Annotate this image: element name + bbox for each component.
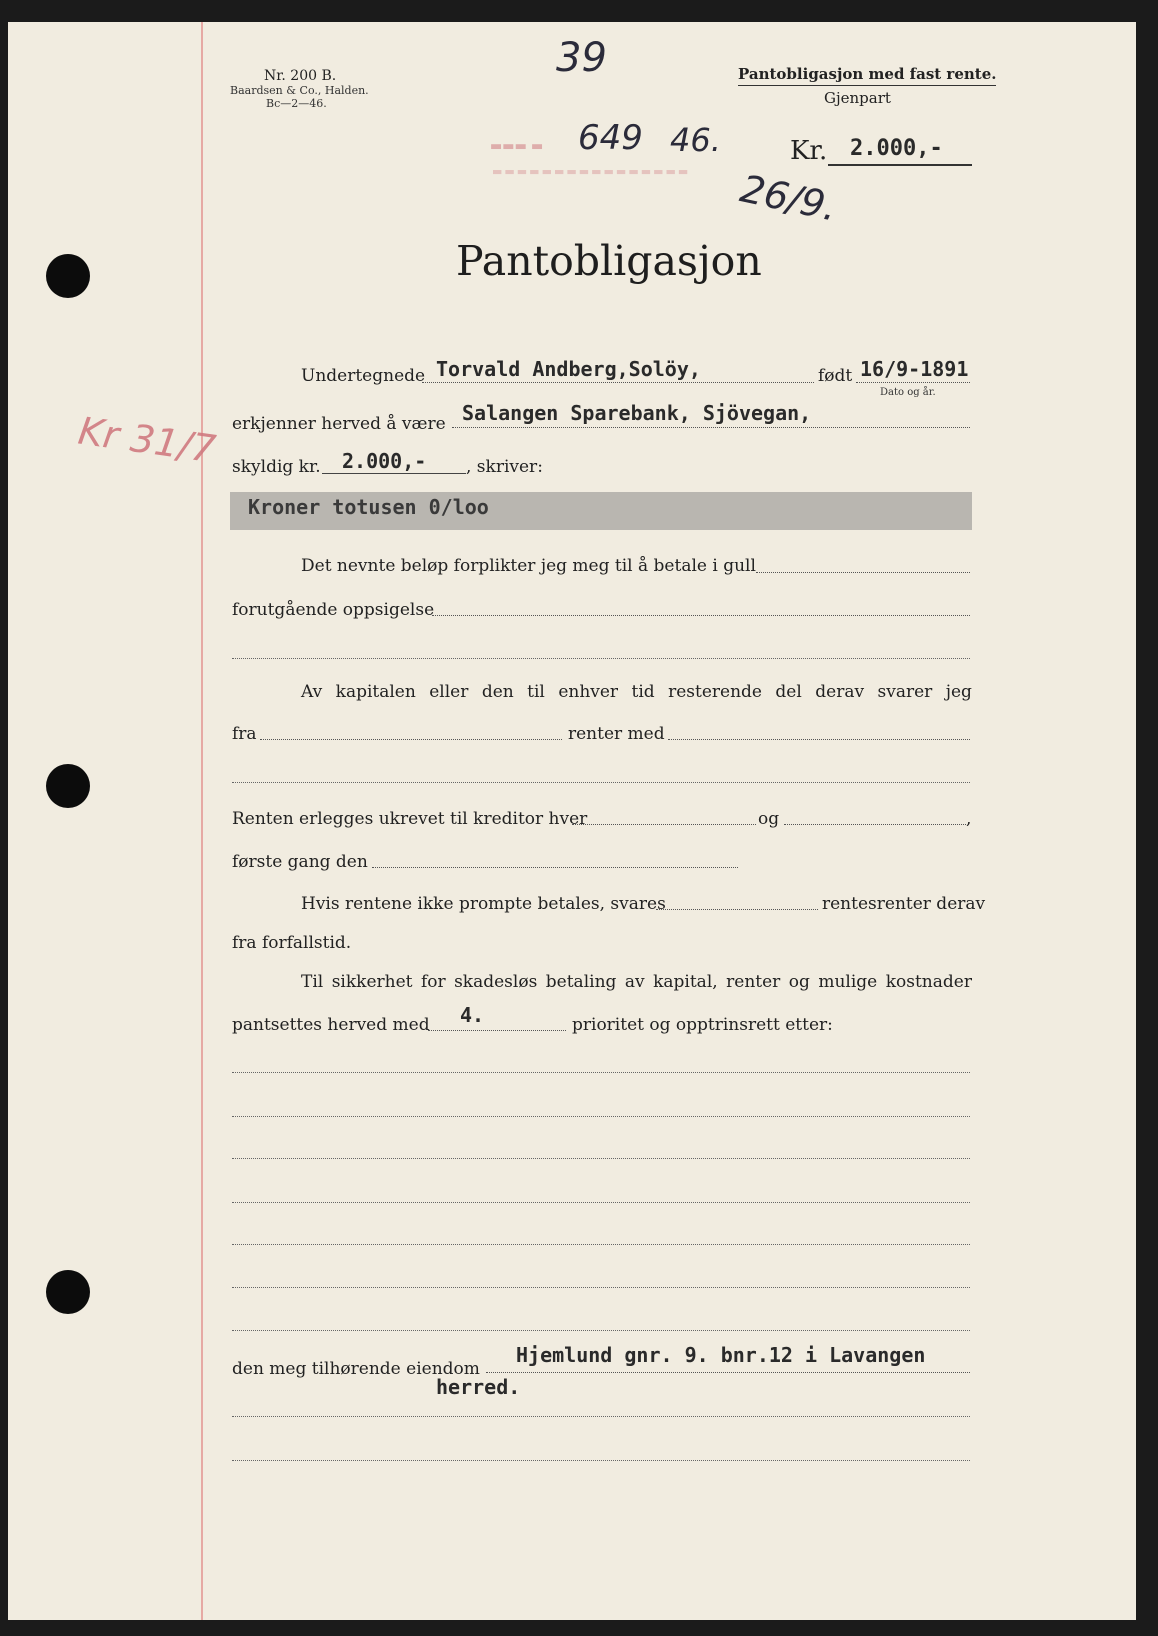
skriver-label: , skriver: <box>466 457 543 477</box>
creditor-line <box>452 427 970 428</box>
amount-words: Kroner totusen 0/loo <box>248 495 489 519</box>
forfall-text: fra forfallstid. <box>232 933 352 953</box>
copy-label: Gjenpart <box>824 89 891 107</box>
margin-note: Kr 31/7 <box>75 408 219 472</box>
punch-hole <box>46 764 90 808</box>
fra-label: fra <box>232 724 257 744</box>
word: kapital, <box>653 972 718 992</box>
blank-line <box>232 658 970 659</box>
word: Til <box>301 972 324 992</box>
og-label: og <box>758 809 780 829</box>
fra-line <box>260 739 562 740</box>
word: skadesløs <box>454 972 538 992</box>
rentesrenter-text: rentesrenter derav <box>822 894 986 914</box>
blank-line <box>232 1416 970 1417</box>
word: kapitalen <box>335 682 416 702</box>
kapital-text <box>301 682 972 702</box>
stamp-year: 46. <box>670 121 721 159</box>
word: Av <box>301 682 323 702</box>
word: renter <box>726 972 781 992</box>
word: del <box>775 682 802 702</box>
hvis-line <box>656 909 818 910</box>
word: tid <box>631 682 655 702</box>
word: mulige <box>818 972 878 992</box>
oppsigelse-text: forutgående oppsigelse <box>232 600 435 620</box>
word: kostnader <box>885 972 972 992</box>
og-line <box>784 824 966 825</box>
fodt-label: født <box>818 366 853 386</box>
renten-line <box>572 824 756 825</box>
hvis-text: Hvis rentene ikke prompte betales, svares <box>301 894 666 914</box>
sikkerhet-text <box>301 972 972 992</box>
debtor-line <box>422 382 814 383</box>
skyldig-underline <box>322 473 466 474</box>
word: og <box>788 972 810 992</box>
birth-date: 16/9-1891 <box>860 357 969 381</box>
blank-line <box>232 1244 970 1245</box>
header-amount: 2.000,- <box>850 136 943 161</box>
creditor: Salangen Sparebank, Sjövegan, <box>462 401 812 425</box>
blank-line <box>232 1072 970 1073</box>
stamp-subtext: ▬▬▬▬▬▬▬▬▬▬▬▬▬▬▬▬ <box>492 165 691 178</box>
undertegnede-label: Undertegnede <box>301 366 426 386</box>
word: sikkerhet <box>331 972 413 992</box>
date-handwritten: 26/9. <box>736 166 841 230</box>
renten-text: Renten erlegges ukrevet til kreditor hver <box>232 809 588 829</box>
stamp-number: 649 <box>578 118 643 158</box>
form-type: Pantobligasjon med fast rente. <box>738 64 996 86</box>
publisher: Baardsen & Co., Halden. <box>230 84 369 97</box>
property-line-2: herred. <box>436 1375 521 1399</box>
form-number: Nr. 200 B. <box>264 68 337 84</box>
debtor-name: Torvald Andberg,Solöy, <box>436 357 701 381</box>
pantsettes-text: pantsettes herved med <box>232 1015 430 1035</box>
comma: , <box>966 809 972 829</box>
birth-line <box>856 382 970 383</box>
word: for <box>420 972 446 992</box>
word: betaling <box>545 972 617 992</box>
document-title: Pantobligasjon <box>456 237 762 285</box>
print-code: Bc—2—46. <box>266 97 327 110</box>
property-underline <box>486 1372 970 1373</box>
oppsigelse-line <box>432 615 970 616</box>
word: den <box>481 682 514 702</box>
blank-line <box>232 1460 970 1461</box>
dato-label: Dato og år. <box>880 387 936 398</box>
skyldig-label: skyldig kr. <box>232 457 321 477</box>
erkjenner-label: erkjenner herved å være <box>232 414 446 434</box>
blank-line <box>232 1202 970 1203</box>
gull-text: Det nevnte beløp forplikter jeg meg til å betale i gull <box>301 556 756 576</box>
punch-hole <box>46 1270 90 1314</box>
blank-line <box>232 782 970 783</box>
word: derav <box>815 682 865 702</box>
document-page <box>8 22 1136 1620</box>
word: til <box>527 682 545 702</box>
blank-line <box>232 1330 970 1331</box>
renter-med-label: renter med <box>568 724 665 744</box>
gull-line <box>756 572 970 573</box>
renter-line <box>668 739 970 740</box>
amount-underline <box>828 164 972 166</box>
word: jeg <box>945 682 972 702</box>
punch-hole <box>46 254 90 298</box>
skyldig-amount: 2.000,- <box>342 449 427 473</box>
word: resterende <box>668 682 762 702</box>
priority: 4. <box>460 1003 485 1027</box>
forste-line <box>372 867 738 868</box>
priority-line <box>428 1030 566 1031</box>
blank-line <box>232 1116 970 1117</box>
prioritet-text: prioritet og opptrinsrett etter: <box>572 1015 833 1035</box>
word: eller <box>429 682 469 702</box>
property-line-1: Hjemlund gnr. 9. bnr.12 i Lavangen <box>516 1343 926 1367</box>
stamp-text: ▬▬▬ ▬ <box>490 139 544 154</box>
word: svarer <box>877 682 933 702</box>
eiendom-text: den meg tilhørende eiendom <box>232 1359 480 1379</box>
word: av <box>624 972 645 992</box>
forste-gang-text: første gang den <box>232 852 368 872</box>
amount-prefix: Kr. <box>790 136 828 166</box>
blank-line <box>232 1158 970 1159</box>
blank-line <box>232 1287 970 1288</box>
word: enhver <box>558 682 619 702</box>
page-number-handwritten: 39 <box>556 35 607 81</box>
margin-rule <box>201 22 203 1620</box>
